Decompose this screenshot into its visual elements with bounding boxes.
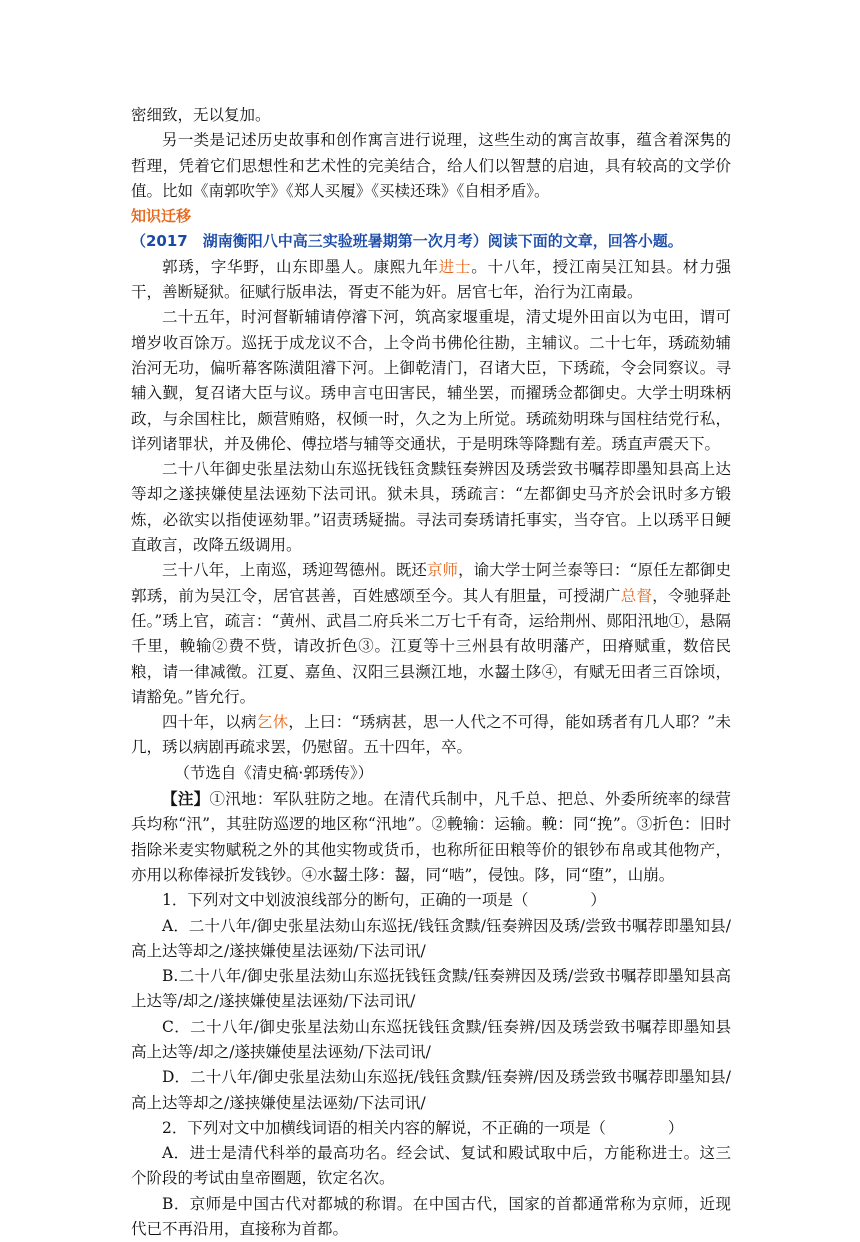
- highlighted-term-jingshi: 京师: [426, 561, 459, 580]
- highlighted-term-zongdu: 总督: [620, 586, 653, 605]
- passage-text: ，令驰驿赴任。”琇上官，疏言：“黄州、武昌二府兵米二万七千有奇，运给荆州、郧阳汛地①，悬隔千里，輓输②费不赀，请改折色③。江夏等十三州县有故明藩产，田瘠赋重，数倍民粮，请一律减徵。江夏、嘉鱼、汉阳三县濒江地，水齧土陊④，有赋无田者三百馀顷，请豁免。”皆允行。: [131, 586, 731, 706]
- highlighted-term-jinshi: 进士: [438, 257, 472, 276]
- question-1-option-c: C．二十八年/御史张星法劾山东巡抚钱钰贪黩/钰奏辨/因及琇尝致书嘱荐即墨知县高上达等/却之/遂挟嫌使星法诬劾/下法司讯/: [131, 1017, 731, 1061]
- passage-paragraph-3: 二十八年御史张星法劾山东巡抚钱钰贪黩钰奏辨因及琇尝致书嘱荐即墨知县高上达等却之遂挟嫌使星法诬劾下法司讯。狱未具，琇疏言：“左都御史马齐於会讯时多方锻炼，必欲实以指使诬劾罪。”诏责琇疑揣。寻法司奏琇请托事实，当夺官。上以琇平日鲠直敢言，改降五级调用。: [131, 460, 731, 555]
- intro-line: 密细致，无以复加。: [131, 106, 271, 124]
- section-title: 知识迁移: [131, 207, 192, 226]
- passage-text: 四十年，以病: [162, 713, 257, 732]
- question-1-option-a: A．二十八年/御史张星法劾山东巡抚/钱钰贪黩/钰奏辨因及琇/尝致书嘱荐即墨知县/高上达等却之/遂挟嫌使星法诬劾/下法司讯/: [131, 916, 731, 960]
- intro-paragraph: 另一类是记述历史故事和创作寓言进行说理，这些生动的寓言故事，蕴含着深隽的哲理，凭着它们思想性和艺术性的完美结合，给人们以智慧的启迪，具有较高的文学价值。比如《南郭吹竽》《郑人买履》《买椟还珠》《自相矛盾》。: [131, 131, 731, 200]
- passage-paragraph-4: [131, 558, 731, 710]
- question-1-option-b: B.二十八年/御史张星法劾山东巡抚钱钰贪黩/钰奏辨因及琇/尝致书嘱荐即墨知县高上达等/却之/遂挟嫌使星法诬劾/下法司讯/: [131, 967, 731, 1011]
- passage-text: 三十八年，上南巡，琇迎驾德州。既还: [162, 561, 427, 580]
- question-source: （2017 湖南衡阳八中高三实验班暑期第一次月考）阅读下面的文章，回答小题。: [131, 232, 683, 251]
- note-label: 【注】: [162, 789, 210, 809]
- passage-citation: （节选自《清史稿·郭琇传》）: [174, 763, 374, 782]
- question-1-stem: 1．下列对文中划波浪线部分的断句，正确的一项是（ ）: [162, 891, 606, 910]
- question-2-option-b: B．京师是中国古代对都城的称谓。在中国古代，国家的首都通常称为京师，近现代已不再沿用，直接称为首都。: [131, 1194, 731, 1239]
- question-1-option-d: D．二十八年/御史张星法劾山东巡抚/钱钰贪黩/钰奏辨/因及琇尝致书嘱荐即墨知县/高上达等却之/遂挟嫌使星法诬劾/下法司讯/: [131, 1068, 731, 1112]
- annotation-note: [131, 786, 731, 888]
- passage-text: ，上曰：“琇病甚，思一人代之不可得，能如琇者有几人耶？”未几，琇以病剧再疏求罢，仍慰留。五十四年，卒。: [131, 713, 731, 757]
- passage-text: 郭琇，字华野，山东即墨人。康熙九年: [162, 257, 439, 276]
- passage-text: ，谕大学士阿兰泰等曰：“原任左都御史郭琇，前为吴江令，居官甚善，百姓感颂至今。其人有胆量，可授湖广: [131, 561, 731, 605]
- highlighted-term-qixiu: 乞休: [256, 713, 289, 732]
- passage-paragraph-5: [131, 710, 731, 761]
- passage-text: 。十八年，授江南吴江知县。材力强干，善断疑狱。征赋行版串法，胥吏不能为奸。居官七年，治行为江南最。: [131, 257, 731, 302]
- passage-paragraph-2: 二十五年，时河督靳辅请停濬下河，筑高家堰重堤，清丈堤外田亩以为屯田，谓可增岁收百馀万。巡抚于成龙议不合，上令尚书佛伦往勘，主辅议。二十七年，琇疏劾辅治河无功，偏听幕客陈潢阻濬下河。上御乾清门，召诸大臣，下琇疏，令会同察议。寻辅入觐，复召诸大臣与议。琇申言屯田害民，辅坐罢，而擢琇佥都御史。大学士明珠柄政，与余国柱比，颇营贿赂，权倾一时，久之为上所觉。琇疏劾明珠与国柱结党行私，详列诸罪状，并及佛伦、傅拉塔与辅等交通状，于是明珠等降黜有差。琇直声震天下。: [131, 308, 731, 453]
- document-body: [131, 103, 731, 1242]
- question-2-option-a: A．进士是清代科举的最高功名。经会试、复试和殿试取中后，方能称进士。这三个阶段的考试由皇帝圈题，钦定名次。: [131, 1144, 731, 1188]
- passage-paragraph-1: [131, 255, 731, 306]
- note-text: ①汛地：军队驻防之地。在清代兵制中，凡千总、把总、外委所统率的绿营兵均称“汛”，其驻防巡逻的地区称“汛地”。②輓输：运输。輓：同“挽”。③折色：旧时指除米麦实物赋税之外的其他实物或货币，也称所征田粮等价的银钞布帛或其他物产，亦用以称俸禄折发钱钞。④水齧土陊：齧，同“啮”，侵蚀。陊，同“堕”，山崩。: [131, 790, 731, 884]
- question-2-stem: 2．下列对文中加横线词语的相关内容的解说，不正确的一项是（ ）: [162, 1118, 684, 1137]
